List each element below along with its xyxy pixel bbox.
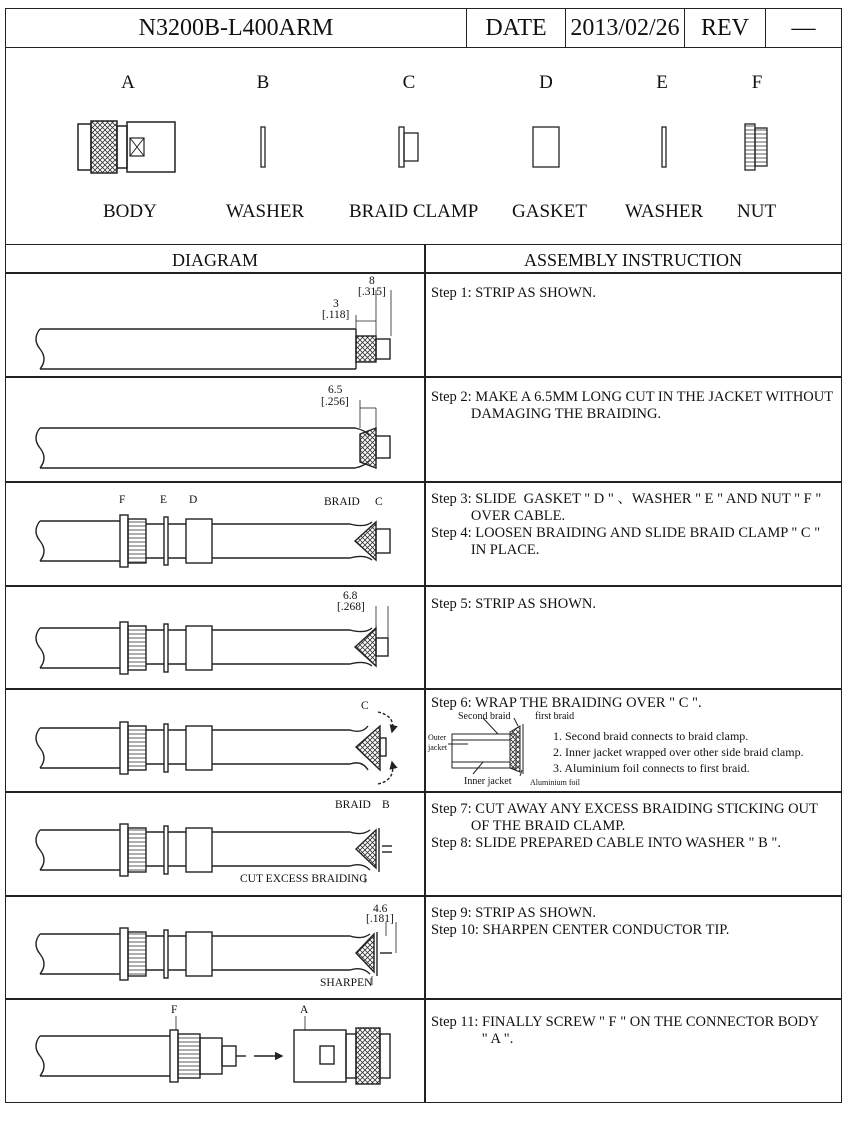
step-11-line-1: Step 11: FINALLY SCREW " F " ON THE CONNECTOR BODY <box>431 1014 819 1030</box>
label-c-row5: C <box>361 700 369 712</box>
step-7-line-2: OF THE BRAID CLAMP. <box>431 818 626 834</box>
label-braid: BRAID <box>324 496 360 508</box>
date-label: DATE <box>485 14 547 41</box>
label-e: E <box>160 494 168 506</box>
dim-6-5-inch: [.256] <box>321 396 349 408</box>
detail-aluminium-foil: Aluminium foil <box>530 778 580 787</box>
part-number: N3200B-L400ARM <box>138 14 334 41</box>
dim-8-inch: [.315] <box>358 286 386 298</box>
step-10-line: Step 10: SHARPEN CENTER CONDUCTOR TIP. <box>431 922 730 938</box>
part-letter-c: C <box>402 72 416 93</box>
diagram-header: DIAGRAM <box>171 250 258 270</box>
step-11-line-2: " A ". <box>431 1031 514 1047</box>
step-1-line: Step 1: STRIP AS SHOWN. <box>431 285 597 301</box>
part-name-gasket: GASKET <box>512 201 587 222</box>
instruction-header: ASSEMBLY INSTRUCTION <box>523 250 743 270</box>
row7-cable <box>36 922 396 985</box>
step-3-line-2: OVER CABLE. <box>431 508 566 524</box>
rev-label: REV <box>701 14 749 41</box>
step-7-line-1: Step 7: CUT AWAY ANY EXCESS BRAIDING STICKING OUT <box>431 801 818 817</box>
row2-cable <box>36 400 390 468</box>
part-letter-a: A <box>121 72 135 93</box>
row4-cable <box>36 606 388 674</box>
part-name-washer-b: WASHER <box>226 201 305 222</box>
detail-inner-jacket: Inner jacket <box>464 776 512 787</box>
detail-note-2: 2. Inner jacket wrapped over other side braid clamp. <box>553 745 804 759</box>
dim-4-6mm: 4.6 <box>373 903 388 915</box>
part-name-braid-clamp: BRAID CLAMP <box>349 201 479 222</box>
label-a-row8: A <box>300 1004 309 1016</box>
date-value: 2013/02/26 <box>570 14 680 41</box>
label-f-row8: F <box>171 1004 178 1016</box>
step-4-line-1: Step 4: LOOSEN BRAIDING AND SLIDE BRAID CLAMP " C " <box>431 525 821 541</box>
row8-cable <box>36 1016 390 1084</box>
detail-note-3: 3. Aluminium foil connects to first braid. <box>553 761 750 775</box>
rev-value: — <box>791 14 816 41</box>
dim-4-6-inch: [.181] <box>366 913 394 925</box>
step-5-line: Step 5: STRIP AS SHOWN. <box>431 596 597 612</box>
label-d: D <box>189 494 198 506</box>
part-name-body: BODY <box>103 201 157 222</box>
step-3-line-1: Step 3: SLIDE GASKET " D " 、WASHER " E " AND NUT " F " <box>431 491 822 507</box>
part-letter-b: B <box>256 72 270 93</box>
step-6-line: Step 6: WRAP THE BRAIDING OVER " C ". <box>431 695 702 711</box>
step-4-line-2: IN PLACE. <box>431 542 540 558</box>
detail-second-braid: Second braid <box>458 711 511 722</box>
step-2-line-1: Step 2: MAKE A 6.5MM LONG CUT IN THE JACKET WITHOUT <box>431 389 834 405</box>
dim-6-8mm: 6.8 <box>343 590 358 602</box>
step-8-line: Step 8: SLIDE PREPARED CABLE INTO WASHER " B ". <box>431 835 781 851</box>
part-letter-f: F <box>751 72 763 93</box>
row5-cable <box>36 712 393 784</box>
label-cut-excess: CUT EXCESS BRAIDING <box>240 873 368 885</box>
label-b: B <box>382 799 390 811</box>
detail-first-braid: first braid <box>535 711 575 722</box>
label-braid-row6: BRAID <box>335 799 371 811</box>
label-c: C <box>375 496 383 508</box>
dim-6-8-inch: [.268] <box>337 601 365 613</box>
row3-cable <box>36 515 390 567</box>
part-letter-e: E <box>656 72 668 93</box>
part-name-washer-e: WASHER <box>625 201 704 222</box>
detail-note-1: 1. Second braid connects to braid clamp. <box>553 729 749 743</box>
step-9-line: Step 9: STRIP AS SHOWN. <box>431 905 597 921</box>
label-f: F <box>119 494 126 506</box>
dim-3mm: 3 <box>333 298 339 310</box>
dim-6-5mm: 6.5 <box>328 384 343 396</box>
dim-8mm: 8 <box>369 275 375 287</box>
part-letter-d: D <box>539 72 553 93</box>
step-2-line-2: DAMAGING THE BRAIDING. <box>431 406 662 422</box>
detail-outer-jacket: Outer jacket <box>428 733 448 752</box>
dim-3-inch: [.118] <box>322 309 350 321</box>
label-sharpen: SHARPEN <box>320 977 373 989</box>
part-name-nut: NUT <box>737 201 777 222</box>
